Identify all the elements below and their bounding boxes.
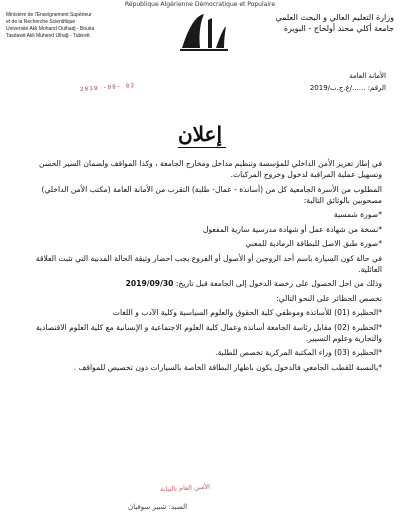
secretariat-label: الأمانة العامة xyxy=(349,72,386,80)
allocation-header: تخصص الحظائر على النحو التالي: xyxy=(276,293,382,303)
document-item: *صورة شمسية xyxy=(333,210,382,219)
title-underline xyxy=(178,147,226,148)
header-left-line: Ministère de l'Enseignement Supérieur xyxy=(6,12,92,18)
allocation-item: *الحظيرة (02) مقابل رئاسة الجامعة أساتذة وعمال كلية العلوم الاجتماعية و الإنسانية مع كلية العلوم الاقتصادية والتجارية وعلوم التسيير. xyxy=(35,322,382,343)
document-item: *صورة طبق الاصل للبطاقة الرمادية للمعني xyxy=(245,239,382,248)
header-left-line: Tasdawit Akli Muhend Ulhağ - Tubirett xyxy=(6,33,90,39)
header-left-block xyxy=(6,12,146,40)
header-right-line: جامعة أكلي محند أولحاج - البويرة xyxy=(283,24,394,33)
deadline-date: 2019/09/30 xyxy=(125,279,174,288)
header-right-line: وزارة التعليم العالي و البحث العلمي xyxy=(275,13,394,22)
document-item: *نسخة من شهادة عمل أو شهادة مدرسية سارية المفعول xyxy=(202,224,382,234)
header-left-line: Université Akli Mohand Oulhadj - Bouira xyxy=(6,26,95,32)
allocation-item: *الحظيرة (01) للأساتذة وموظفي كلية الحقوق والعلوم السياسية وكلية الآدب و اللغات xyxy=(112,308,382,317)
header-right-block xyxy=(244,12,394,34)
note-paragraph: في حالة كون السيارة باسم أحد الزوجين أو الأصول أو الفروع يجب احضار وثيقة الحالة المدنية التي تثبت العلاقة العائلية. xyxy=(35,253,382,274)
university-logo-icon xyxy=(178,8,230,52)
intro-paragraph: في إطار تعزيز الأمن الداخلي للمؤسسة وتنظيم مداخل ومخارج الجامعة ، وكذا المواقف ولضمان السير الحسن وتسهيل عملية المراقبة لدخول وخروج المركبات. xyxy=(38,159,382,179)
stamp-line: الأمين العام بالنيابة xyxy=(159,482,211,494)
reference-number: الرقم: ....../ع.ج.ب/2019 xyxy=(309,84,386,92)
signatory-name: السيد: شبير سوفيان xyxy=(128,503,188,511)
deadline-text: وذلك من اجل الحصول على رخصة الدخول إلى الجامعة قبل تاريخ: xyxy=(175,279,382,288)
deadline-paragraph xyxy=(22,278,382,289)
request-paragraph: المطلوب من الأسرة الجامعية كل من (أساتذة - عمال- طلبة) التقرب من الأمانة العامة (مكتب الأمن الداخلي) مصحوبين بالوثائق التالية: xyxy=(41,184,382,205)
announcement-body xyxy=(22,158,382,376)
allocation-item: *الحظيرة (03) وراء المكتبة المركزية تخصص للطلبة. xyxy=(215,348,382,357)
announcement-title: إعلان xyxy=(177,122,223,146)
allocation-item: *بالنسبة للقطب الجامعي فالدخول يكون باظهار البطاقة الخاصة بالسيارات دون تخصيص للمواقف . xyxy=(73,362,382,372)
header-left-line: et de la Recherche Scientifique xyxy=(6,19,76,25)
republic-heading: République Algérienne Démocratique et Populaire xyxy=(124,1,276,8)
received-date-stamp: 2019 -09- 02 xyxy=(79,82,136,93)
